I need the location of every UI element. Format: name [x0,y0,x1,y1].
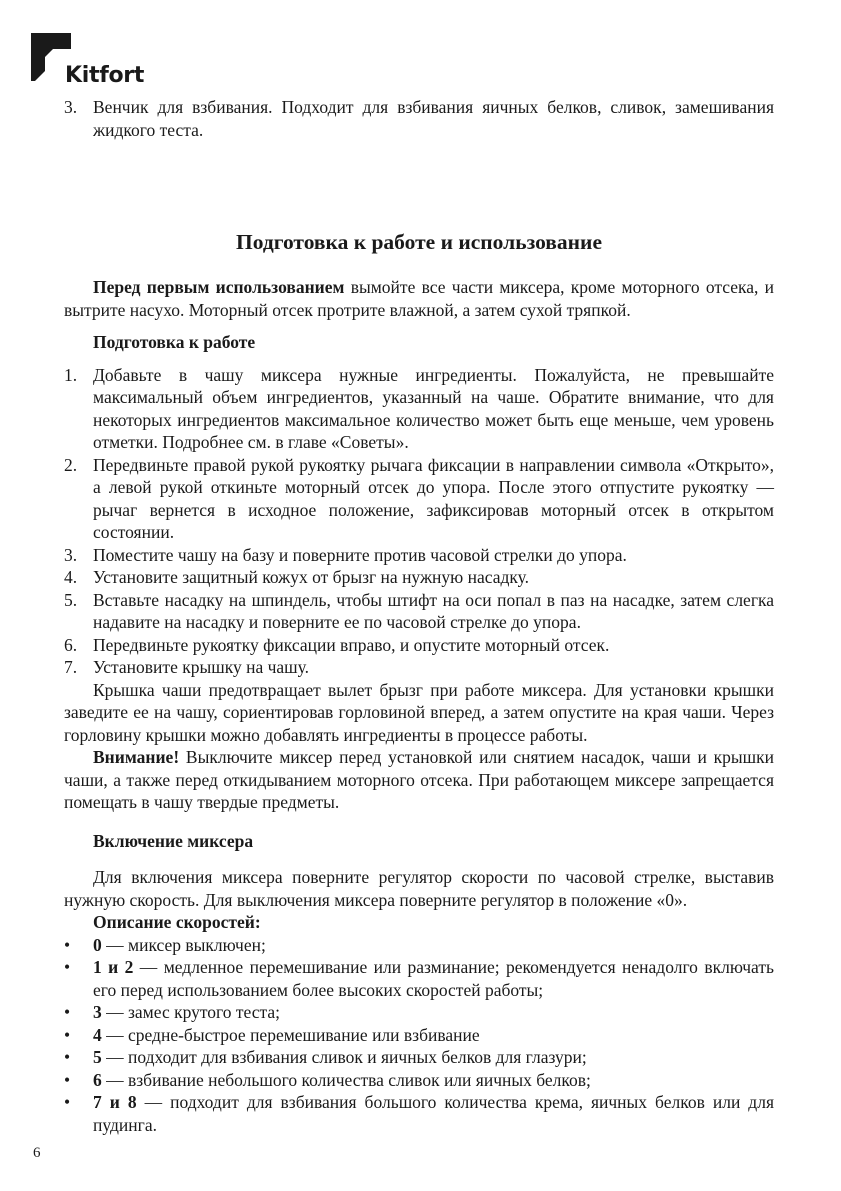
step-number: 7. [64,657,78,677]
warning-paragraph [64,746,774,814]
speed-item [64,1091,774,1136]
speed-item [64,1046,774,1069]
speeds-list [64,934,774,1137]
step-number: 2. [64,454,78,475]
bullet: • [64,1047,71,1067]
bullet: • [64,934,71,955]
speed-text: — взбивание небольшого количества сливок или яичных белков; [101,1069,591,1090]
first-use-text: вымойте все части миксера, кроме моторного отсека, и вытрите насухо. Моторный отсек протрите влажной, а затем сухой тряпкой. [64,277,774,320]
page-content [64,96,774,1136]
step-text: Поместите чашу на базу и поверните против часовой стрелки до упора. [93,544,627,565]
bullet: • [64,1069,71,1090]
step-text: Передвиньте правой рукой рукоятку рычага фиксации в направлении символа «Открыто», а левой рукой откиньте моторный отсек до упора. После этого отпустите рукоятку — рычаг вернется в исходное положение, зафиксировав моторный отсек в открытом состоянии. [93,454,774,542]
prep-step [64,589,774,634]
speed-text: — миксер выключен; [101,934,266,955]
accessory-item [64,96,774,141]
speed-text: — средне-быстрое перемешивание или взбивание [101,1024,480,1045]
step-text: Вставьте насадку на шпиндель, чтобы штифт на оси попал в паз на насадке, затем слегка надавите на насадку и поверните ее по часовой стрелке до упора. [93,589,774,632]
brand-logo [31,33,151,91]
speed-key: 4 [93,1024,102,1045]
item-number: 3. [64,97,78,117]
speed-item [64,956,774,1001]
prep-step [64,544,774,567]
speed-text: — подходит для взбивания сливок и яичных белков для глазури; [101,1047,587,1067]
speed-item [64,1069,774,1092]
prep-step [64,364,774,454]
bullet: • [64,1024,71,1045]
speed-key: 1 и 2 [93,957,134,977]
step-text: Установите защитный кожух от брызг на нужную насадку. [93,567,530,587]
item-text: Венчик для взбивания. Подходит для взбивания яичных белков, сливок, замешивания жидкого теста. [93,97,774,140]
first-use-paragraph [64,276,774,321]
bullet: • [64,1002,71,1022]
bullet: • [64,957,71,977]
prep-step [64,454,774,544]
step-text: Добавьте в чашу миксера нужные ингредиенты. Пожалуйста, не превышайте максимальный объем ингредиентов, указанный на чаше. Обратите внимание, что для некоторых ингредиентов максимальное количество может быть еще меньше, чем уровень отметки. Подробнее см. в главе «Советы». [93,364,774,452]
first-use-bold: Перед первым использованием [93,277,345,297]
warning-text: Выключите миксер перед установкой или снятием насадок, чаши и крышки чаши, а также перед откидыванием моторного отсека. При работающем миксере запрещается помещать в чашу твердые предметы. [64,747,774,812]
step-number: 6. [64,634,78,655]
page-number: 6 [33,1145,41,1161]
bullet: • [64,1092,71,1112]
speed-key: 6 [93,1069,102,1090]
prep-step [64,566,774,589]
speed-item [64,934,774,957]
step-number: 1. [64,364,78,385]
speed-key: 0 [93,934,102,955]
step-text: Передвиньте рукоятку фиксации вправо, и опустите моторный отсек. [93,634,610,655]
section-title: Подготовка к работе и использование [236,230,602,254]
step-number: 4. [64,567,78,587]
speed-key: 5 [93,1047,102,1067]
speed-key: 7 и 8 [93,1092,137,1112]
power-heading: Включение миксера [93,830,254,851]
step-number: 5. [64,589,78,610]
warning-bold: Внимание! [93,747,180,767]
prep-heading: Подготовка к работе [93,332,256,352]
prep-steps-list [64,364,774,679]
speed-text: — подходит для взбивания большого количества крема, яичных белков или для пудинга. [93,1092,774,1135]
prep-step [64,656,774,679]
step-text: Установите крышку на чашу. [93,657,310,677]
speeds-heading: Описание скоростей: [93,912,261,932]
step-number: 3. [64,544,78,565]
speed-text: — замес крутого теста; [101,1002,281,1022]
brand-name: Kitfort [65,63,145,88]
prep-step [64,634,774,657]
power-paragraph: Для включения миксера поверните регулятор скорости по часовой стрелке, выставив нужную скорость. Для выключения миксера поверните регулятор в положение «0». [64,867,774,910]
speed-item [64,1024,774,1047]
speed-item [64,1001,774,1024]
lid-note-paragraph: Крышка чаши предотвращает вылет брызг при работе миксера. Для установки крышки заведите ее на чашу, сориентировав горловиной вперед, а затем опустите на края чаши. Через горловину крышки можно добавлять ингредиенты в процессе работы. [64,679,774,745]
speed-key: 3 [93,1002,102,1022]
speed-text: — медленное перемешивание или разминание; рекомендуется ненадолго включать его перед использованием более высоких скоростей работы; [93,957,774,1000]
